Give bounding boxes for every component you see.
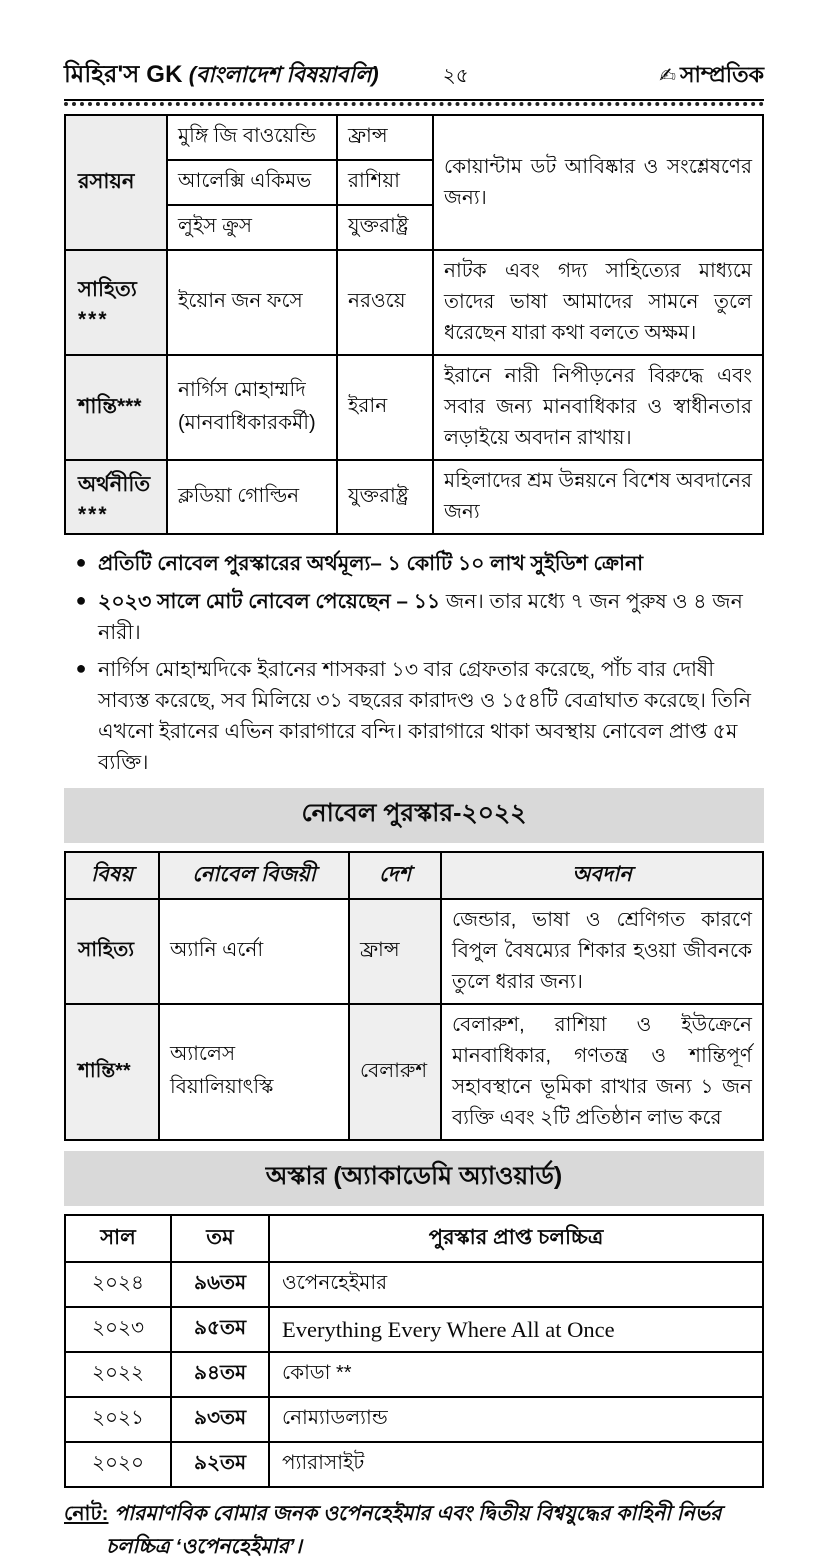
year-cell: ২০২২ <box>65 1352 171 1397</box>
table-row <box>65 460 763 534</box>
contribution-cell: নাটক এবং গদ্য সাহিত্যের মাধ্যমে তাদের ভাষা আমাদের সামনে তুলে ধরেছেন যারা কথা বলতে অক্ষম। <box>433 250 763 355</box>
table-row <box>65 115 763 160</box>
column-header: অবদান <box>441 852 763 899</box>
film-cell: প্যারাসাইট <box>269 1442 763 1487</box>
fact-text <box>98 655 764 778</box>
fact-bold: প্রতিটি নোবেল পুরস্কারের অর্থমূল্য– ১ কোটি ১০ লাখ সুইডিশ ক্রোনা <box>98 552 644 575</box>
footnote-text: পারমাণবিক বোমার জনক ওপেনহেইমার এবং দ্বিতীয় বিশ্বযুদ্ধের কাহিনী নির্ভর চলচ্চিত্র ‘ওপেনহেইমার’। <box>106 1502 722 1559</box>
page-header <box>64 56 764 96</box>
table-row <box>65 355 763 460</box>
country-cell: বেলারুশ <box>349 1004 441 1140</box>
winner-cell: নার্গিস মোহাম্মদি (মানবাধিকারকর্মী) <box>167 355 337 460</box>
country-cell: নরওয়ে <box>337 250 433 355</box>
fact-rest: জন। তার মধ্যে ৭ জন পুরুষ ও ৪ জন নারী। <box>98 589 743 644</box>
writing-hand-icon: ✍ <box>659 65 676 87</box>
contribution-cell: ইরানে নারী নিপীড়নের বিরুদ্ধে এবং সবার জন্য মানবাধিকার ও স্বাধীনতার লড়াইয়ে অবদান রাখায়। <box>433 355 763 460</box>
column-header: নোবেল বিজয়ী <box>159 852 349 899</box>
bullet-icon: ● <box>75 552 87 572</box>
country-cell: যুক্তরাষ্ট্র <box>337 460 433 534</box>
winner-cell: মুঙ্গি জি বাওয়েন্ডি <box>167 115 337 160</box>
page-number: ২৫ <box>442 65 469 87</box>
bullet-icon: ● <box>75 589 87 610</box>
contribution-cell: কোয়ান্টাম ডট আবিষ্কার ও সংশ্লেষণের জন্য। <box>433 115 763 250</box>
winner-cell: অ্যালেস বিয়ালিয়াৎস্কি <box>159 1004 349 1140</box>
footnote <box>64 1498 774 1564</box>
fact-list <box>64 549 764 778</box>
film-cell: নোম্যাডল্যান্ড <box>269 1397 763 1442</box>
table-row <box>65 1397 763 1442</box>
book-title: মিহির'স GK <box>64 61 183 88</box>
winner-cell: আলেক্সি একিমভ <box>167 160 337 205</box>
category-cell <box>65 355 167 460</box>
film-cell: ওপেনহেইমার <box>269 1262 763 1307</box>
column-header: দেশ <box>349 852 441 899</box>
category-label: অর্থনীতি <box>78 472 151 496</box>
table-row <box>65 1262 763 1307</box>
ordinal-cell: ৯৬তম <box>171 1262 269 1307</box>
section-tag <box>659 58 764 95</box>
contribution-cell: মহিলাদের শ্রম উন্নয়নে বিশেষ অবদানের জন্য <box>433 460 763 534</box>
list-item <box>64 549 764 580</box>
fact-text <box>98 549 764 580</box>
list-item <box>64 587 764 649</box>
fact-text <box>98 587 764 649</box>
section-title-oscar: অস্কার (অ্যাকাডেমি অ্যাওয়ার্ড) <box>64 1151 764 1206</box>
ordinal-cell: ৯২তম <box>171 1442 269 1487</box>
winner-cell: ক্লডিয়া গোল্ডিন <box>167 460 337 534</box>
category-label: শান্তি*** <box>78 395 142 418</box>
table-row <box>65 899 763 1004</box>
column-header: পুরস্কার প্রাপ্ত চলচ্চিত্র <box>269 1215 763 1262</box>
table-header-row <box>65 852 763 899</box>
contribution-cell: বেলারুশ, রাশিয়া ও ইউক্রেনে মানবাধিকার, গণতন্ত্র ও শান্তিপূর্ণ সহাবস্থানে ভূমিকা রাখার জন্য ১ জন ব্যক্তি এবং ২টি প্রতিষ্ঠান লাভ করে <box>441 1004 763 1140</box>
ordinal-cell: ৯৪তম <box>171 1352 269 1397</box>
list-item <box>64 655 764 778</box>
column-header: বিষয় <box>65 852 159 899</box>
book-subtitle: (বাংলাদেশ বিষয়াবলি) <box>188 62 379 87</box>
stars-mark: *** <box>78 502 109 526</box>
ordinal-cell: ৯৩তম <box>171 1397 269 1442</box>
country-cell: ফ্রান্স <box>337 115 433 160</box>
header-dotted-rule <box>64 101 764 106</box>
bullet-icon: ● <box>75 658 87 679</box>
country-cell: ইরান <box>337 355 433 460</box>
footnote-label: নোট: <box>64 1502 109 1526</box>
film-cell: Everything Every Where All at Once <box>269 1307 763 1352</box>
country-cell: যুক্তরাষ্ট্র <box>337 205 433 250</box>
table-row <box>65 250 763 355</box>
fact-rest: নার্গিস মোহাম্মদিকে ইরানের শাসকরা ১৩ বার গ্রেফতার করেছে, পাঁচ বার দোষী সাব্যস্ত করেছে, সব মিলিয়ে ৩১ বছরের কারাদণ্ড ও ১৫৪টি বেত্রাঘাত করেছে। তিনি এখনো ইরানের এভিন কারাগারে বন্দি। কারাগারে থাকা অবস্থায় নোবেল প্রাপ্ত ৫ম ব্যক্তি। <box>98 658 751 774</box>
stars-mark: *** <box>78 308 109 331</box>
section-tag-label: সাম্প্রতিক <box>679 62 764 87</box>
winner-cell: ইয়োন জন ফসে <box>167 250 337 355</box>
table-row <box>65 1352 763 1397</box>
table-header-row <box>65 1215 763 1262</box>
country-cell: ফ্রান্স <box>349 899 441 1004</box>
winner-cell: অ্যানি এর্নো <box>159 899 349 1004</box>
category-cell <box>65 250 167 355</box>
year-cell: ২০২০ <box>65 1442 171 1487</box>
winner-cell: লুইস ক্রুস <box>167 205 337 250</box>
category-cell: শান্তি** <box>65 1004 159 1140</box>
category-label: সাহিত্য <box>78 278 137 301</box>
category-cell: রসায়ন <box>65 115 167 250</box>
category-cell: সাহিত্য <box>65 899 159 1004</box>
year-cell: ২০২১ <box>65 1397 171 1442</box>
year-cell: ২০২৪ <box>65 1262 171 1307</box>
nobel-2023-table <box>64 114 764 535</box>
table-row <box>65 1004 763 1140</box>
column-header: তম <box>171 1215 269 1262</box>
column-header: সাল <box>65 1215 171 1262</box>
nobel-2022-table <box>64 851 764 1141</box>
fact-bold: ২০২৩ সালে মোট নোবেল পেয়েছেন – ১১ <box>98 589 441 613</box>
film-cell: কোডা ** <box>269 1352 763 1397</box>
oscar-table <box>64 1214 764 1488</box>
contribution-cell: জেন্ডার, ভাষা ও শ্রেণিগত কারণে বিপুল বৈষম্যের শিকার হওয়া জীবনকে তুলে ধরার জন্য। <box>441 899 763 1004</box>
ordinal-cell: ৯৫তম <box>171 1307 269 1352</box>
table-row <box>65 1442 763 1487</box>
category-cell <box>65 460 167 534</box>
country-cell: রাশিয়া <box>337 160 433 205</box>
section-title-nobel-2022: নোবেল পুরস্কার-২০২২ <box>64 788 764 843</box>
table-row <box>65 1307 763 1352</box>
year-cell: ২০২৩ <box>65 1307 171 1352</box>
